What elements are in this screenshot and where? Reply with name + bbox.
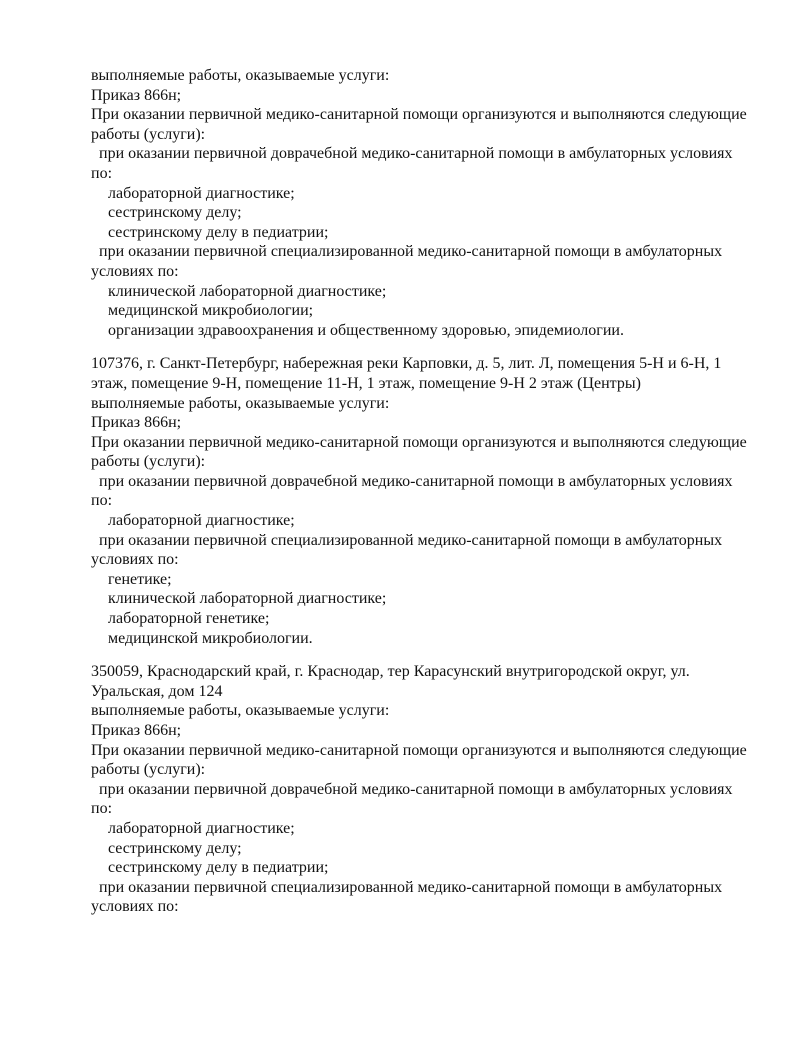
text-line: условиях по: [91,262,179,280]
text-line: выполняемые работы, оказываемые услуги: [91,67,390,84]
license-section-1 [91,66,771,340]
text-line: При оказании первичной медико-санитарной помощи организуются и выполняются следующие [91,106,747,124]
text-line: выполняемые работы, оказываемые услуги: [91,394,390,412]
text-line: лабораторной диагностике; [108,819,295,837]
text-line: организации здравоохранения и общественному здоровью, эпидемиологии. [108,321,624,339]
text-line: сестринскому делу; [108,204,242,222]
text-line: при оказании первичной специализированной медико-санитарной помощи в амбулаторных [99,878,723,896]
text-line: Приказ 866н; [91,722,182,739]
text-line: 350059, Краснодарский край, г. Краснодар, тер Карасунский внутригородской округ, ул. [91,663,690,681]
text-line: выполняемые работы, оказываемые услуги: [91,702,390,720]
license-section-2 [91,354,771,648]
text-line: Приказ 866н; [91,414,182,432]
text-line: работы (услуги): [91,761,206,779]
text-line: при оказании первичной доврачебной медико-санитарной помощи в амбулаторных условиях [99,145,733,163]
text-line: клинической лабораторной диагностике; [108,590,387,608]
text-line: медицинской микробиологии. [108,629,313,647]
text-line: сестринскому делу в педиатрии; [108,859,329,877]
text-line: медицинской микробиологии; [108,302,314,320]
text-line: При оказании первичной медико-санитарной помощи организуются и выполняются следующие [91,741,747,759]
text-line: генетике; [108,570,172,588]
text-line: работы (услуги): [91,125,206,143]
text-line: сестринскому делу в педиатрии; [108,223,329,241]
text-line: по: [91,164,113,182]
text-line: при оказании первичной доврачебной медико-санитарной помощи в амбулаторных условиях [99,780,733,798]
text-line: лабораторной диагностике; [108,512,295,530]
text-line: лабораторной генетике; [108,610,270,628]
text-line: условиях по: [91,898,179,916]
text-line: клинической лабораторной диагностике; [108,282,387,300]
text-line: 107376, г. Санкт-Петербург, набережная реки Карповки, д. 5, лит. Л, помещения 5-Н и 6-Н, 1 [91,355,722,373]
text-line: сестринскому делу; [108,839,242,857]
text-line: этаж, помещение 9-Н, помещение 11-Н, 1 этаж, помещение 9-Н 2 этаж (Центры) [91,374,641,392]
text-line: условиях по: [91,551,179,569]
document-text [91,66,771,917]
text-line: работы (услуги): [91,453,206,471]
text-line: по: [91,800,113,818]
text-line: при оказании первичной доврачебной медико-санитарной помощи в амбулаторных условиях [99,472,733,490]
text-line: Уральская, дом 124 [91,682,223,700]
text-line: по: [91,492,113,510]
text-line: при оказании первичной специализированной медико-санитарной помощи в амбулаторных [99,531,723,549]
text-line: лабораторной диагностике; [108,184,295,202]
license-section-3 [91,662,771,917]
text-line: Приказ 866н; [91,86,182,104]
text-line: При оказании первичной медико-санитарной помощи организуются и выполняются следующие [91,433,747,451]
text-line: при оказании первичной специализированной медико-санитарной помощи в амбулаторных [99,243,723,261]
